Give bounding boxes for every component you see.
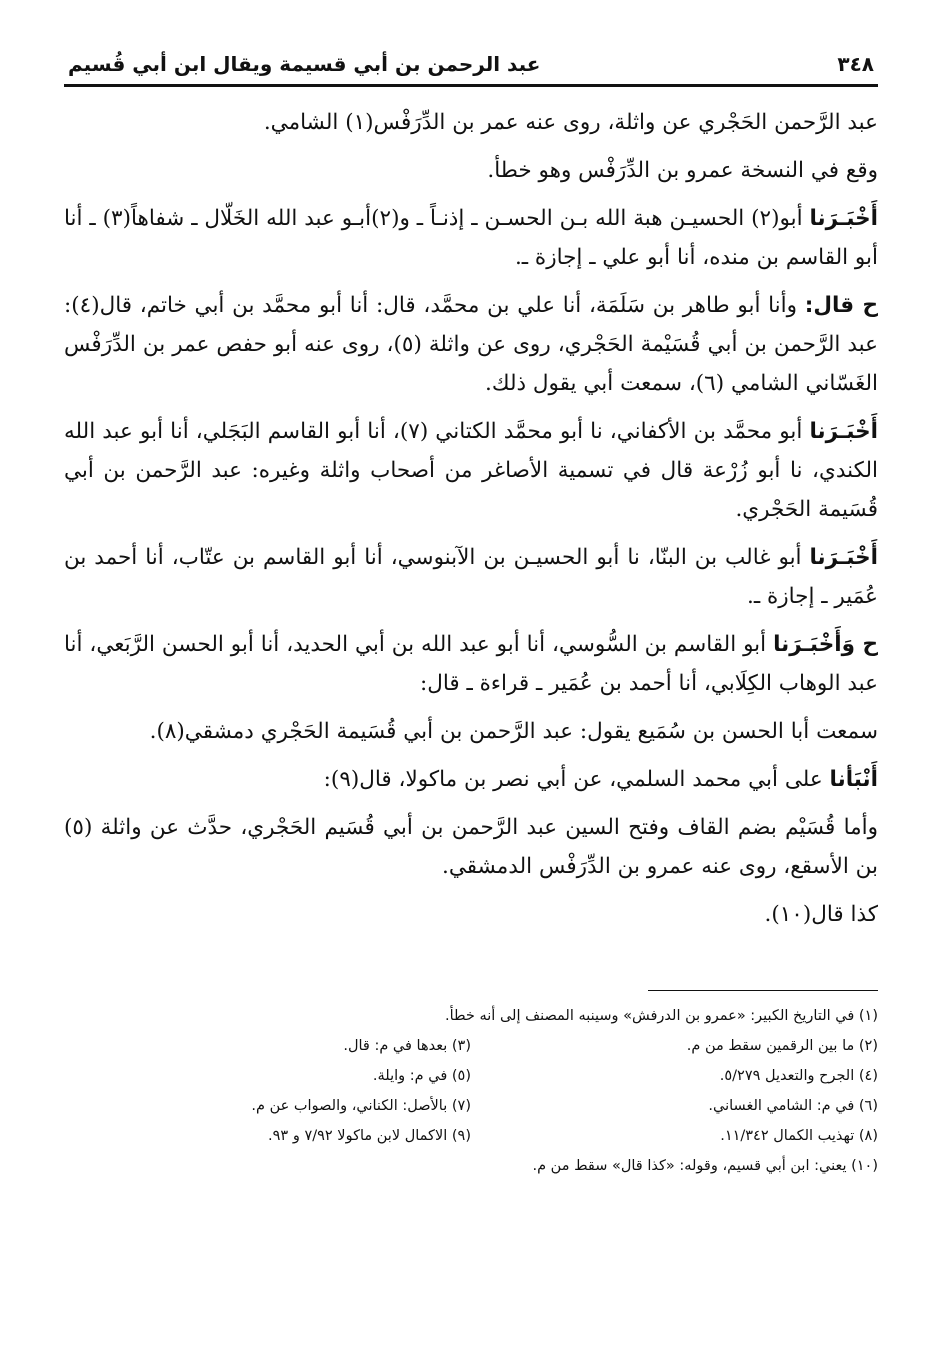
footnote: (٦) في م: الشامي الغساني.: [708, 1098, 878, 1114]
footnotes: [64, 1001, 878, 1181]
footnote: (١٠) يعني: ابن أبي قسيم، وقوله: «كذا قال» سقط من م.: [532, 1158, 878, 1174]
paragraph: أَخْبَـرَنا أبو غالب بن البنّا، نا أبو الحسيـن بن الآبنوسي، أنا أبو القاسم بن عتّاب، أنا أحمد بن عُمَير ـ إجازة ـ.: [64, 545, 878, 609]
footnote: (٥) في م: وايلة.: [372, 1068, 471, 1084]
footnote-row: [64, 1031, 878, 1061]
footnote: (١) في التاريخ الكبير: «عمرو بن الدرفش» وسينبه المصنف إلى أنه خطأ.: [445, 1008, 878, 1024]
footnote: (٩) الاكمال لابن ماكولا ٧/٩٢ و ٩٣.: [268, 1128, 471, 1144]
footnote-row: [64, 1061, 878, 1091]
footnote-divider: [648, 990, 878, 991]
page-header: [64, 52, 878, 87]
paragraph: سمعت أبا الحسن بن سُمَيع يقول: عبد الرَّحمن بن أبي قُسَيمة الحَجْري دمشقي(٨).: [149, 719, 878, 744]
footnote-row: [64, 1091, 878, 1121]
paragraph: أَخْبَـرَنا أبو محمَّد بن الأكفاني، نا أبو محمَّد الكتاني (٧)، أنا أبو القاسم البَجَلي، أنا أبو عبد الله الكندي، نا أبو زُرْعة قال في تسمية الأصاغر من أصحاب واثلة وغيره: عبد الرَّحمن بن أبي قُسَيمة الحَجْري.: [64, 419, 878, 522]
footnote: (٢) ما بين الرقمين سقط من م.: [686, 1038, 878, 1054]
main-text: [64, 103, 878, 934]
paragraph: عبد الرَّحمن الحَجْري عن واثلة، روى عنه عمر بن الدِّرَفْس(١) الشامي.: [263, 110, 878, 135]
running-title: عبد الرحمن بن أبي قسيمة ويقال ابن أبي قُسيم: [68, 52, 541, 76]
footnote: (٧) بالأصل: الكناني، والصواب عن م.: [251, 1098, 471, 1114]
footnote: (٨) تهذيب الكمال ١١/٣٤٢.: [720, 1128, 878, 1144]
paragraph: أَنْبَأنا على أبي محمد السلمي، عن أبي نصر بن ماكولا، قال(٩):: [323, 767, 878, 792]
paragraph: وأما قُسَيْم بضم القاف وفتح السين عبد الرَّحمن بن أبي قُسَيم الحَجْري، حدَّث عن واثلة (٥) بن الأسقع، روى عنه عمرو بن الدِّرَفْس الدمشقي.: [64, 815, 878, 879]
paragraph: ح وَأَخْبَـرَنا أبو القاسم بن السُّوسي، أنا أبو عبد الله بن أبي الحديد، أنا أبو الحسن الرَّبَعي، أنا عبد الوهاب الكِلَابي، أنا أحمد بن عُمَير ـ قراءة ـ قال:: [64, 632, 878, 696]
footnote: (٤) الجرح والتعديل ٥/٢٧٩.: [719, 1068, 878, 1084]
paragraph: وقع في النسخة عمرو بن الدِّرَفْس وهو خطأ.: [487, 158, 878, 183]
paragraph: كذا قال(١٠).: [764, 902, 878, 927]
paragraph: ح قال: وأنا أبو طاهر بن سَلَمَة، أنا علي بن محمَّد، قال: أنا أبو محمَّد بن أبي خاتم، قال(٤): عبد الرَّحمن بن أبي قُسَيْمة الحَجْري، روى عن واثلة (٥)، روى عنه أبو حفص عمر بن الدِّرَفْس الغَسّاني الشامي (٦)، سمعت أبي يقول ذلك.: [64, 293, 878, 396]
book-page: [64, 52, 878, 1181]
footnote-row: [64, 1121, 878, 1151]
footnote: (٣) بعدها في م: قال.: [343, 1038, 471, 1054]
paragraph: أَخْبَـرَنا أبو(٢) الحسيـن هبة الله بـن الحسـن ـ إذنـاً ـ و(٢)أبـو عبد الله الخَلّال ـ شفاهاً(٣) ـ أنا أبو القاسم بن منده، أنا أبو علي ـ إجازة ـ.: [64, 206, 878, 270]
page-number: ٣٤٨: [837, 52, 874, 76]
